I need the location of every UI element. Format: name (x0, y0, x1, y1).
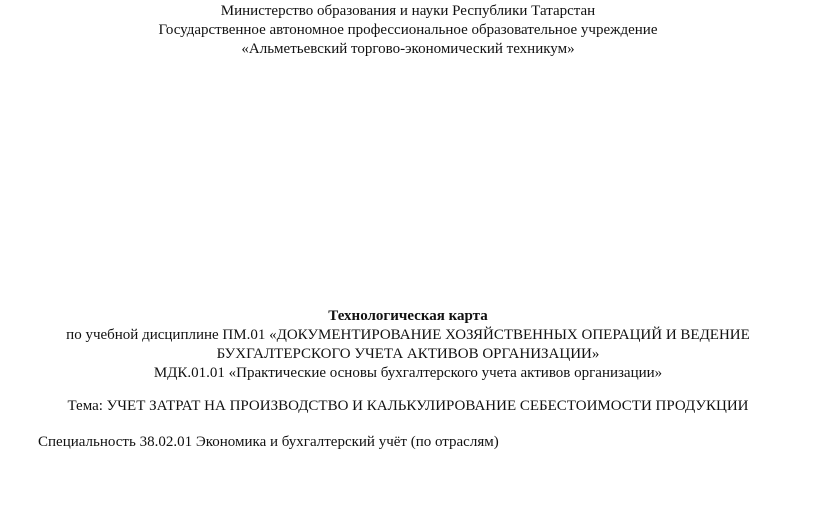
institution-type: Государственное автономное профессиональное образовательное учреждение (158, 22, 658, 38)
specialty-line: Специальность 38.02.01 Экономика и бухгалтерский учёт (по отраслям) (38, 434, 499, 450)
discipline-line-1: по учебной дисциплине ПМ.01 «ДОКУМЕНТИРОВАНИЕ ХОЗЯЙСТВЕННЫХ ОПЕРАЦИЙ И ВЕДЕНИЕ (66, 327, 750, 343)
college-name: «Альметьевский торгово-экономический техникум» (241, 41, 575, 57)
title-block (0, 307, 816, 383)
mdk-line: МДК.01.01 «Практические основы бухгалтерского учета активов организации» (153, 365, 663, 381)
discipline-line-2: БУХГАЛТЕРСКОГО УЧЕТА АКТИВОВ ОРГАНИЗАЦИИ» (216, 346, 600, 362)
ministry-name: Министерство образования и науки Республики Татарстан (220, 3, 596, 19)
document-title: Технологическая карта (328, 308, 488, 324)
topic-line: Тема: УЧЕТ ЗАТРАТ НА ПРОИЗВОДСТВО И КАЛЬКУЛИРОВАНИЕ СЕБЕСТОИМОСТИ ПРОДУКЦИИ (67, 398, 749, 414)
document-header (0, 2, 816, 59)
